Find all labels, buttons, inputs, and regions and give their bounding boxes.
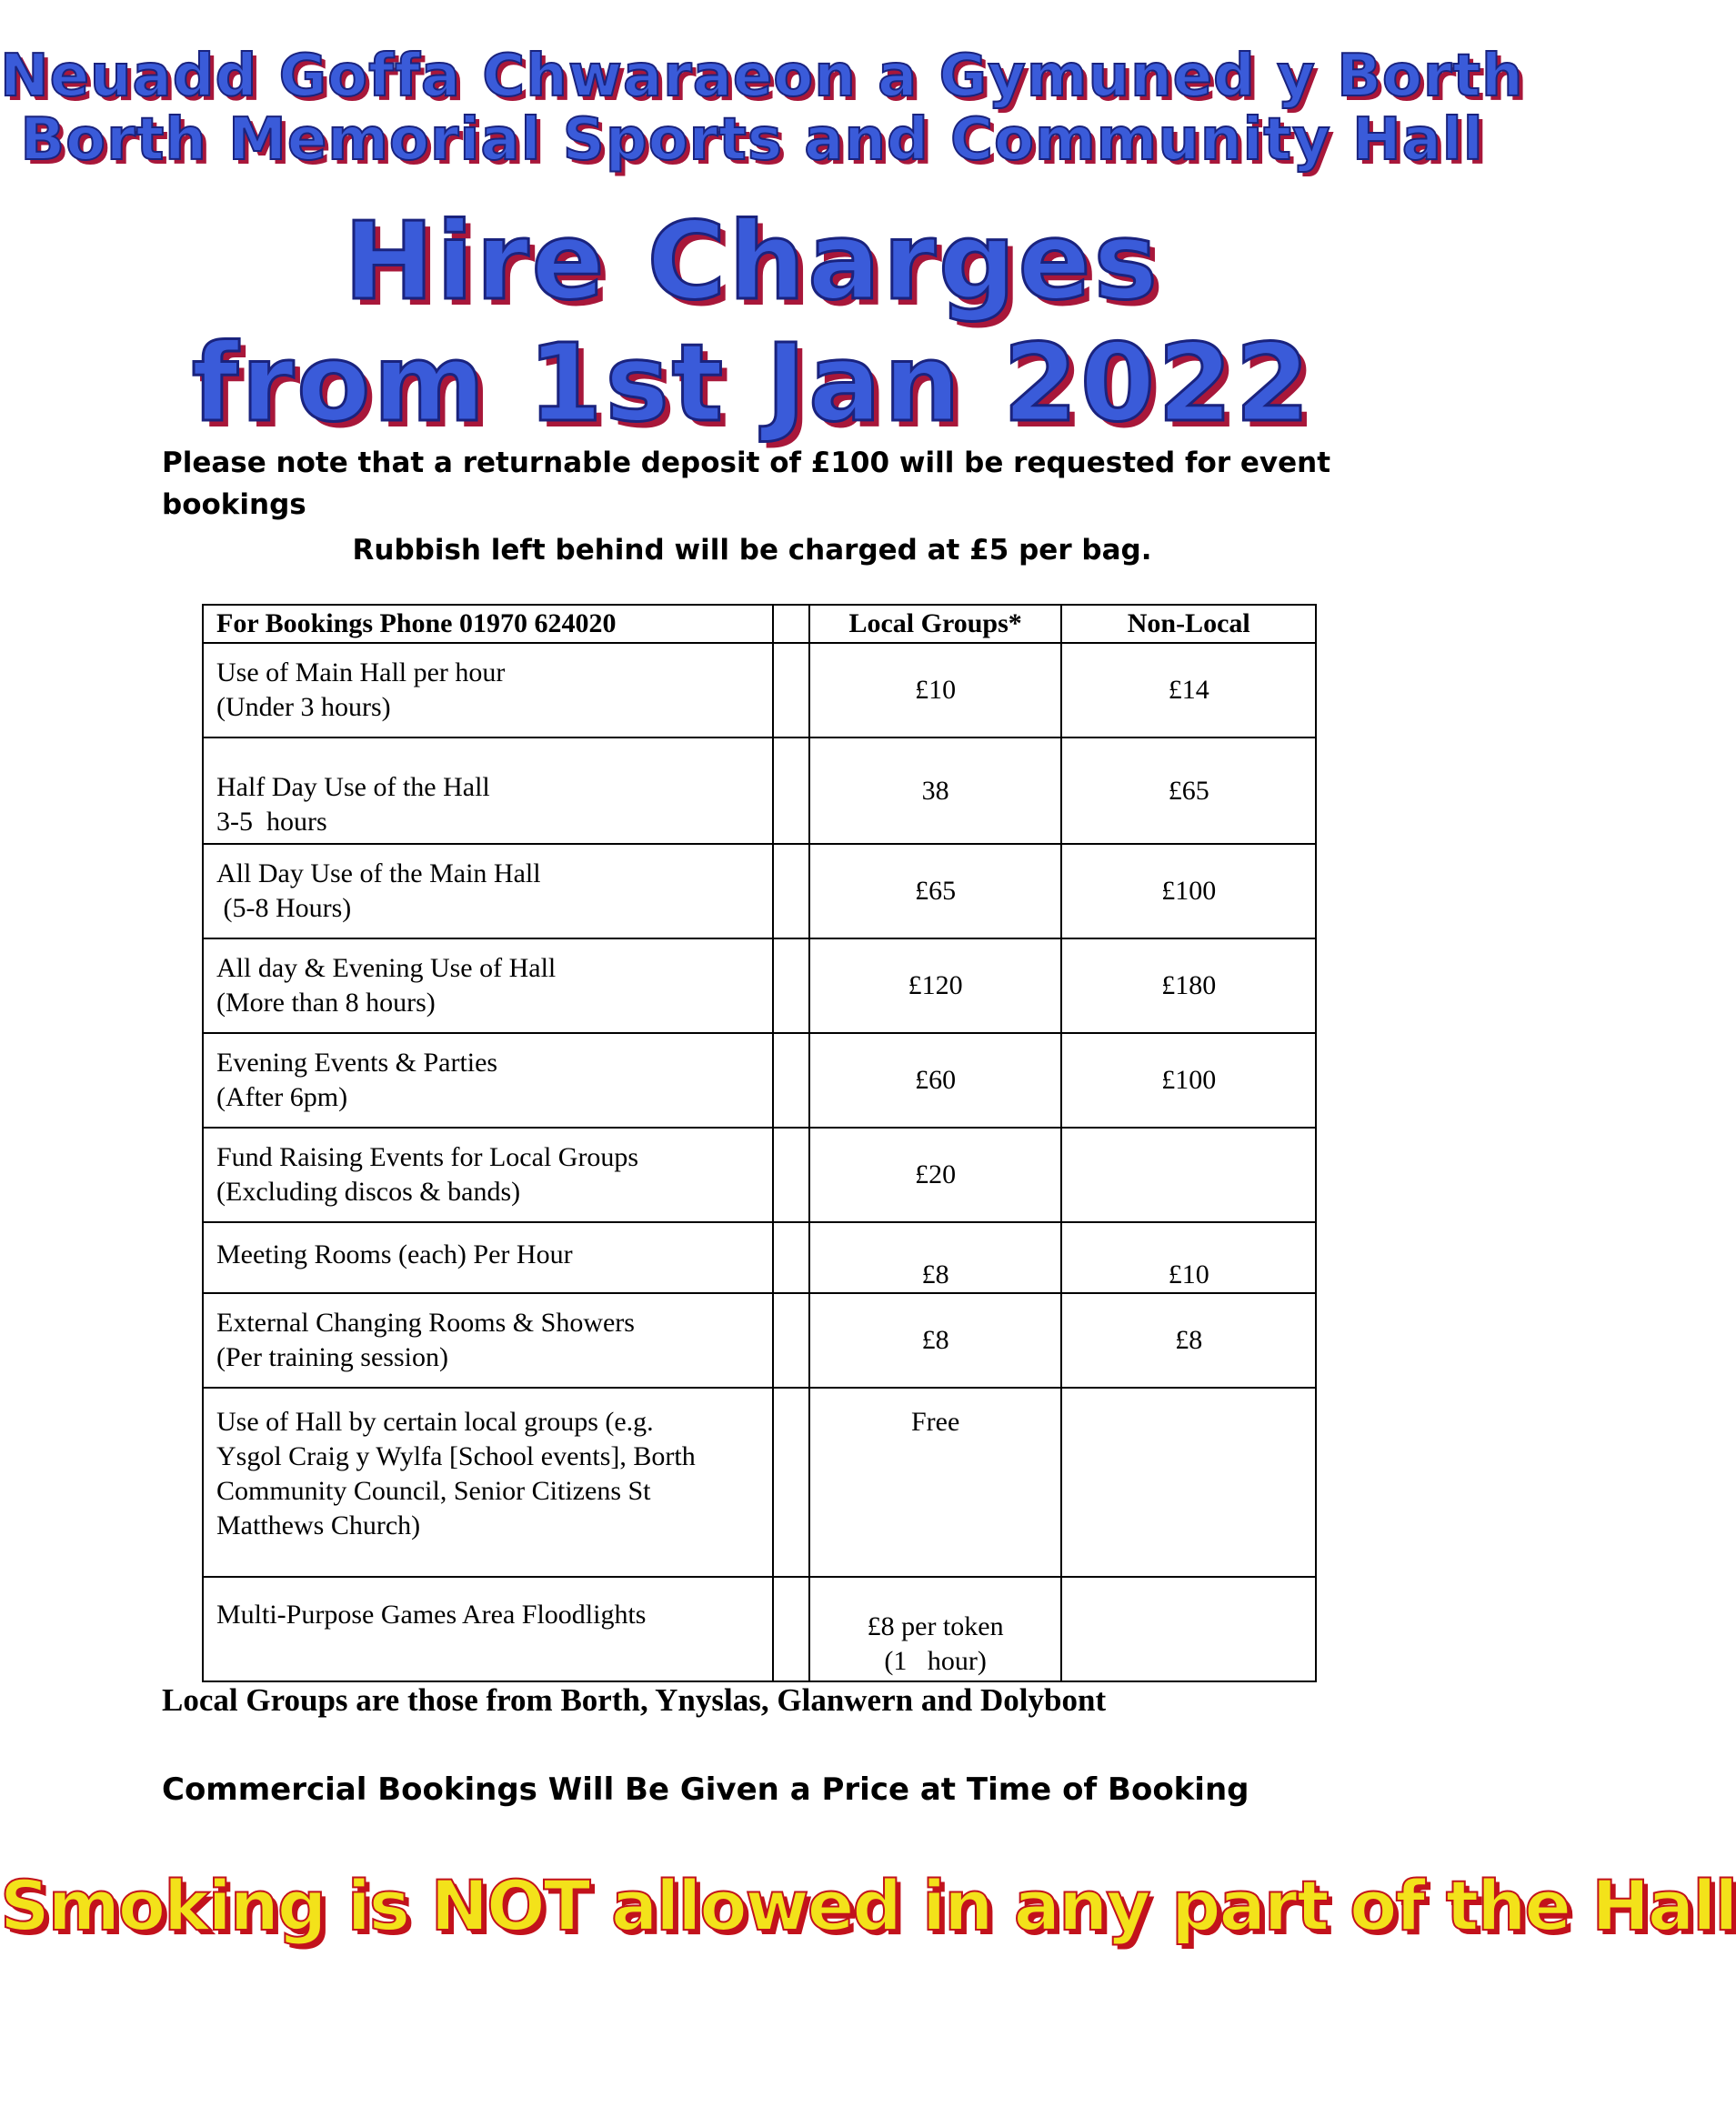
booking-phone-header: For Bookings Phone 01970 624020 — [203, 605, 773, 643]
local-price: £60 — [809, 1033, 1062, 1128]
non-local-price: £65 — [1061, 737, 1316, 844]
english-hall-title: Borth Memorial Sports and Community Hall — [20, 106, 1484, 174]
non-local-price — [1061, 1577, 1316, 1681]
blank-cell — [773, 938, 809, 1033]
table-row — [203, 1293, 1316, 1388]
description-line: Multi-Purpose Games Area Floodlights — [216, 1600, 647, 1630]
blank-cell — [773, 1388, 809, 1577]
local-price — [809, 1577, 1062, 1681]
row-description — [203, 844, 773, 938]
description-line: Use of Main Hall per hour — [216, 657, 506, 687]
description-line: Ysgol Craig y Wylfa [School events], Borth — [216, 1441, 696, 1471]
local-price: £65 — [809, 844, 1062, 938]
row-description — [203, 1293, 773, 1388]
description-line: All day & Evening Use of Hall — [216, 953, 557, 983]
non-local-price — [1061, 1388, 1316, 1577]
non-local-price: £100 — [1061, 1033, 1316, 1128]
table-row — [203, 643, 1316, 737]
non-local-price: £10 — [1061, 1222, 1316, 1293]
rubbish-note: Rubbish left behind will be charged at £5 per bag. — [352, 534, 1152, 567]
blank-cell — [773, 844, 809, 938]
local-price: £10 — [809, 643, 1062, 737]
blank-cell — [773, 1033, 809, 1128]
description-line: All Day Use of the Main Hall — [216, 858, 541, 888]
local-price: Free — [809, 1388, 1062, 1577]
table-row — [203, 1222, 1316, 1293]
row-description — [203, 1222, 773, 1293]
local-groups-definition: Local Groups are those from Borth, Ynyslas, Glanwern and Dolybont — [162, 1682, 1107, 1718]
commercial-bookings-note: Commercial Bookings Will Be Given a Price at Time of Booking — [162, 1771, 1249, 1808]
row-description — [203, 1033, 773, 1128]
description-line: (More than 8 hours) — [216, 988, 436, 1018]
description-line: (Under 3 hours) — [216, 692, 391, 722]
table-row — [203, 1388, 1316, 1577]
no-smoking-notice: Smoking is NOT allowed in any part of the Hall — [0, 1865, 1736, 1946]
non-local-price: £180 — [1061, 938, 1316, 1033]
blank-cell — [773, 1222, 809, 1293]
local-price: 38 — [809, 737, 1062, 844]
row-description — [203, 643, 773, 737]
blank-cell — [773, 1128, 809, 1222]
description-line: External Changing Rooms & Showers — [216, 1308, 635, 1338]
description-line: (5-8 Hours) — [216, 893, 352, 923]
token-duration: (1 hour) — [884, 1646, 987, 1676]
description-line: Half Day Use of the Hall — [216, 771, 490, 802]
local-price: £120 — [809, 938, 1062, 1033]
blank-cell — [773, 643, 809, 737]
deposit-note: Please note that a returnable deposit of £100 will be requested for event bookings — [162, 446, 1331, 521]
welsh-hall-title: Neuadd Goffa Chwaraeon a Gymuned y Borth — [0, 43, 1524, 110]
effective-date-title: from 1st Jan 2022 — [191, 320, 1313, 446]
non-local-price — [1061, 1128, 1316, 1222]
table-row — [203, 844, 1316, 938]
local-price: £20 — [809, 1128, 1062, 1222]
blank-header — [773, 605, 809, 643]
non-local-price: £8 — [1061, 1293, 1316, 1388]
description-line: Community Council, Senior Citizens St — [216, 1476, 651, 1506]
table-row — [203, 1577, 1316, 1681]
table-row — [203, 737, 1316, 844]
token-price: £8 per token — [867, 1611, 1004, 1641]
description-line: (After 6pm) — [216, 1082, 348, 1112]
hire-charges-table — [202, 604, 1317, 1682]
table-header-row — [203, 605, 1316, 643]
blank-cell — [773, 1577, 809, 1681]
hire-charges-title: Hire Charges — [344, 198, 1160, 324]
row-description — [203, 737, 773, 844]
row-description — [203, 938, 773, 1033]
description-line: Use of Hall by certain local groups (e.g. — [216, 1407, 654, 1437]
local-price: £8 — [809, 1222, 1062, 1293]
local-price: £8 — [809, 1293, 1062, 1388]
table-row — [203, 1033, 1316, 1128]
description-line: (Excluding discos & bands) — [216, 1177, 521, 1207]
non-local-price: £100 — [1061, 844, 1316, 938]
description-line: Meeting Rooms (each) Per Hour — [216, 1239, 573, 1269]
description-line: 3-5 hours — [216, 806, 327, 837]
table-row — [203, 938, 1316, 1033]
description-line: Matthews Church) — [216, 1510, 421, 1540]
description-line: Evening Events & Parties — [216, 1048, 498, 1078]
non-local-price: £14 — [1061, 643, 1316, 737]
non-local-header: Non-Local — [1061, 605, 1316, 643]
row-description — [203, 1577, 773, 1681]
description-line: Fund Raising Events for Local Groups — [216, 1142, 639, 1172]
table-row — [203, 1128, 1316, 1222]
row-description — [203, 1388, 773, 1577]
blank-cell — [773, 1293, 809, 1388]
description-line: (Per training session) — [216, 1342, 448, 1372]
blank-cell — [773, 737, 809, 844]
row-description — [203, 1128, 773, 1222]
local-groups-header: Local Groups* — [809, 605, 1062, 643]
